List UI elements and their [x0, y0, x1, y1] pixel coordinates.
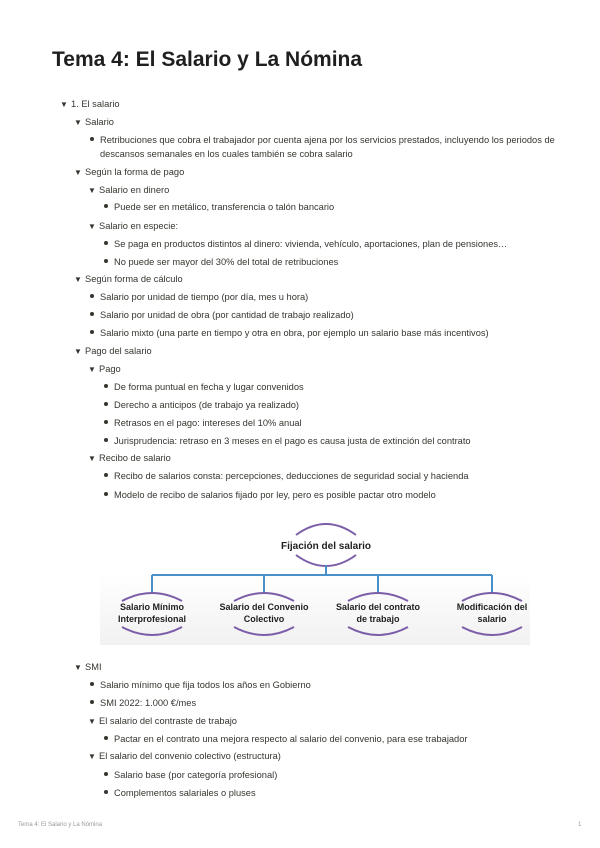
bullet-icon — [90, 312, 94, 316]
list-item — [90, 291, 308, 304]
toggle-triangle-icon[interactable]: ▼ — [88, 186, 96, 195]
bullet-icon — [104, 384, 108, 388]
diagram-child-label: salario — [477, 614, 507, 624]
diagram-child-label: Salario del Convenio — [219, 602, 309, 612]
item-text: 1. El salario — [71, 99, 120, 109]
item-text: Pago — [99, 364, 121, 374]
toggle-triangle-icon[interactable]: ▼ — [74, 663, 82, 672]
list-item — [90, 134, 555, 147]
toggle-triangle-icon[interactable]: ▼ — [74, 168, 82, 177]
toggle-triangle-icon[interactable]: ▼ — [74, 347, 82, 356]
item-text: Retrasos en el pago: intereses del 10% anual — [114, 418, 302, 428]
list-item — [104, 787, 256, 800]
bullet-icon — [104, 438, 108, 442]
item-text: Pago del salario — [85, 346, 152, 356]
diagram-root-label: Fijación del salario — [280, 541, 372, 552]
toggle-item[interactable] — [88, 363, 121, 376]
bullet-icon — [90, 330, 94, 334]
toggle-item[interactable] — [88, 750, 281, 763]
item-text: El salario del contraste de trabajo — [99, 716, 237, 726]
page-title: Tema 4: El Salario y La Nómina — [52, 48, 363, 71]
item-text: Modelo de recibo de salarios fijado por ley, pero es posible pactar otro modelo — [114, 490, 436, 500]
list-item — [104, 489, 436, 502]
item-text: Según la forma de pago — [85, 167, 185, 177]
list-item — [90, 327, 489, 340]
diagram-child-label: Salario Mínimo — [119, 602, 185, 612]
toggle-item[interactable] — [60, 98, 120, 111]
list-item — [104, 381, 304, 394]
item-text: Recibo de salarios consta: percepciones, deducciones de seguridad social y hacienda — [114, 471, 469, 481]
bullet-icon — [104, 204, 108, 208]
toggle-triangle-icon[interactable]: ▼ — [88, 717, 96, 726]
list-item — [104, 417, 302, 430]
item-text: El salario del convenio colectivo (estructura) — [99, 751, 281, 761]
list-item — [104, 733, 468, 746]
root-arc-bottom — [296, 555, 356, 566]
bullet-icon — [104, 402, 108, 406]
item-text: Jurisprudencia: retraso en 3 meses en el pago es causa justa de extinción del contrato — [114, 436, 471, 446]
toggle-item[interactable] — [74, 166, 184, 179]
list-item — [104, 470, 469, 483]
item-text: Según forma de cálculo — [85, 274, 183, 284]
toggle-item[interactable] — [88, 715, 237, 728]
item-text: Complementos salariales o pluses — [114, 788, 256, 798]
page-number: 1 — [578, 822, 582, 828]
toggle-item[interactable] — [74, 273, 183, 286]
item-text: Salario — [85, 117, 114, 127]
list-item — [100, 148, 353, 161]
toggle-triangle-icon[interactable]: ▼ — [88, 222, 96, 231]
toggle-triangle-icon[interactable]: ▼ — [88, 752, 96, 761]
diagram-child-label: Modificación del — [456, 602, 528, 612]
item-text: No puede ser mayor del 30% del total de retribuciones — [114, 257, 339, 267]
bullet-icon — [90, 137, 94, 141]
bullet-icon — [104, 772, 108, 776]
toggle-item[interactable] — [74, 116, 114, 129]
item-text: Salario base (por categoría profesional) — [114, 770, 278, 780]
diagram-child-label: Interprofesional — [117, 614, 187, 624]
toggle-item[interactable] — [88, 220, 178, 233]
list-item — [104, 769, 277, 782]
list-item — [104, 399, 299, 412]
bullet-icon — [90, 682, 94, 686]
toggle-triangle-icon[interactable]: ▼ — [74, 118, 82, 127]
diagram-child-label: de trabajo — [356, 614, 400, 624]
list-item — [104, 435, 471, 448]
bullet-icon — [104, 241, 108, 245]
bullet-icon — [104, 473, 108, 477]
bullet-icon — [104, 790, 108, 794]
item-text: Recibo de salario — [99, 453, 171, 463]
list-item — [104, 238, 507, 251]
item-text: SMI 2022: 1.000 €/mes — [100, 698, 197, 708]
toggle-item[interactable] — [88, 452, 171, 465]
item-text: Se paga en productos distintos al dinero: vivienda, vehículo, aportaciones, plan de pensiones… — [114, 239, 508, 249]
bullet-icon — [90, 700, 94, 704]
item-text: Salario mixto (una parte en tiempo y otra en obra, por ejemplo un salario base más incentivos) — [100, 328, 489, 338]
toggle-triangle-icon[interactable]: ▼ — [60, 100, 68, 109]
list-item — [90, 697, 196, 710]
root-arc-top — [296, 524, 356, 535]
toggle-item[interactable] — [74, 661, 102, 674]
item-text: De forma puntual en fecha y lugar convenidos — [114, 382, 304, 392]
diagram-child-label: Salario del contrato — [335, 602, 421, 612]
item-text: Retribuciones que cobra el trabajador por cuenta ajena por los servicios prestados, incluyendo los periodos de — [100, 135, 555, 145]
toggle-triangle-icon[interactable]: ▼ — [74, 275, 82, 284]
list-item — [104, 256, 338, 269]
bullet-icon — [90, 294, 94, 298]
toggle-triangle-icon[interactable]: ▼ — [88, 454, 96, 463]
diagram-child-label: Colectivo — [243, 614, 285, 624]
bullet-icon — [104, 420, 108, 424]
salary-diagram — [100, 515, 530, 645]
item-text: Salario en dinero — [99, 185, 170, 195]
item-text: SMI — [85, 662, 102, 672]
item-text: Pactar en el contrato una mejora respecto al salario del convenio, para ese trabajador — [114, 734, 468, 744]
item-text: Puede ser en metálico, transferencia o talón bancario — [114, 202, 335, 212]
item-text: descansos semanales en los cuales también se cobra salario — [100, 149, 353, 159]
list-item — [104, 201, 334, 214]
list-item — [90, 679, 311, 692]
item-text: Derecho a anticipos (de trabajo ya realizado) — [114, 400, 300, 410]
bullet-icon — [104, 492, 108, 496]
item-text: Salario en especie: — [99, 221, 179, 231]
toggle-item[interactable] — [88, 184, 169, 197]
toggle-item[interactable] — [74, 345, 152, 358]
bullet-icon — [104, 736, 108, 740]
list-item — [90, 309, 354, 322]
item-text: Salario mínimo que fija todos los años en Gobierno — [100, 680, 311, 690]
item-text: Salario por unidad de obra (por cantidad de trabajo realizado) — [100, 310, 354, 320]
item-text: Salario por unidad de tiempo (por día, mes u hora) — [100, 292, 309, 302]
footer-title: Tema 4: El Salario y La Nómina — [18, 822, 103, 828]
toggle-triangle-icon[interactable]: ▼ — [88, 365, 96, 374]
bullet-icon — [104, 259, 108, 263]
